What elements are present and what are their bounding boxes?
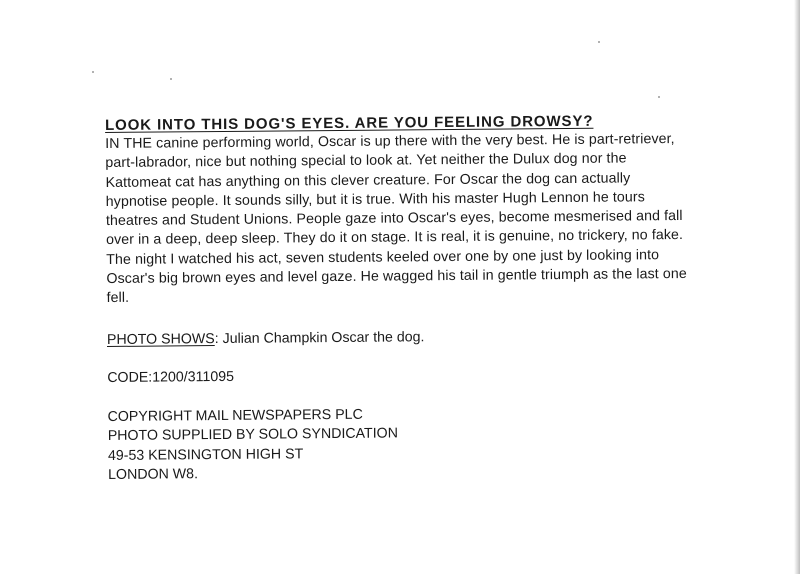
credit-line: COPYRIGHT MAIL NEWSPAPERS PLC [107, 406, 363, 425]
article-body: IN THE canine performing world, Oscar is up there with the very best. He is part-retriever, part-labrador, nice but nothing special to look at. Yet neither the Dulux dog nor the Kattomeat cat has anything on this clever creature. For Oscar the dog can actually hypnotise people. It sounds silly, but it is true. With his master Hugh Lennon he tours theatres and Student Unions. People gaze into Oscar's eyes, become mesmerised and fall over in a deep, deep sleep. They do it on stage. It is real, it is genuine, no trickery, no fake. The night I watched his act, seven students keeled over one by one just by looking into Oscar's big brown eyes and level gaze. He wagged his tail in gentle triumph as the last one fell. [105, 131, 687, 307]
credit-line: 49-53 KENSINGTON HIGH ST [107, 445, 304, 464]
paper-speck [92, 71, 94, 73]
paper-speck [170, 78, 172, 80]
paper-speck [598, 41, 600, 43]
press-release-document [105, 112, 698, 486]
photo-caption [107, 326, 697, 350]
credits-block [108, 403, 699, 486]
credit-line: PHOTO SUPPLIED BY SOLO SYNDICATION [107, 425, 398, 445]
credit-line: LONDON W8. [108, 466, 199, 484]
photo-code: CODE:1200/311095 [107, 368, 235, 386]
article-headline: LOOK INTO THIS DOG'S EYES. ARE YOU FEELING DROWSY? [105, 112, 594, 134]
photo-shows-text: : Julian Champkin Oscar the dog. [214, 328, 425, 347]
paper-speck [658, 96, 660, 98]
photo-shows-label: PHOTO SHOWS [106, 330, 215, 348]
page-edge-shadow [794, 0, 800, 574]
